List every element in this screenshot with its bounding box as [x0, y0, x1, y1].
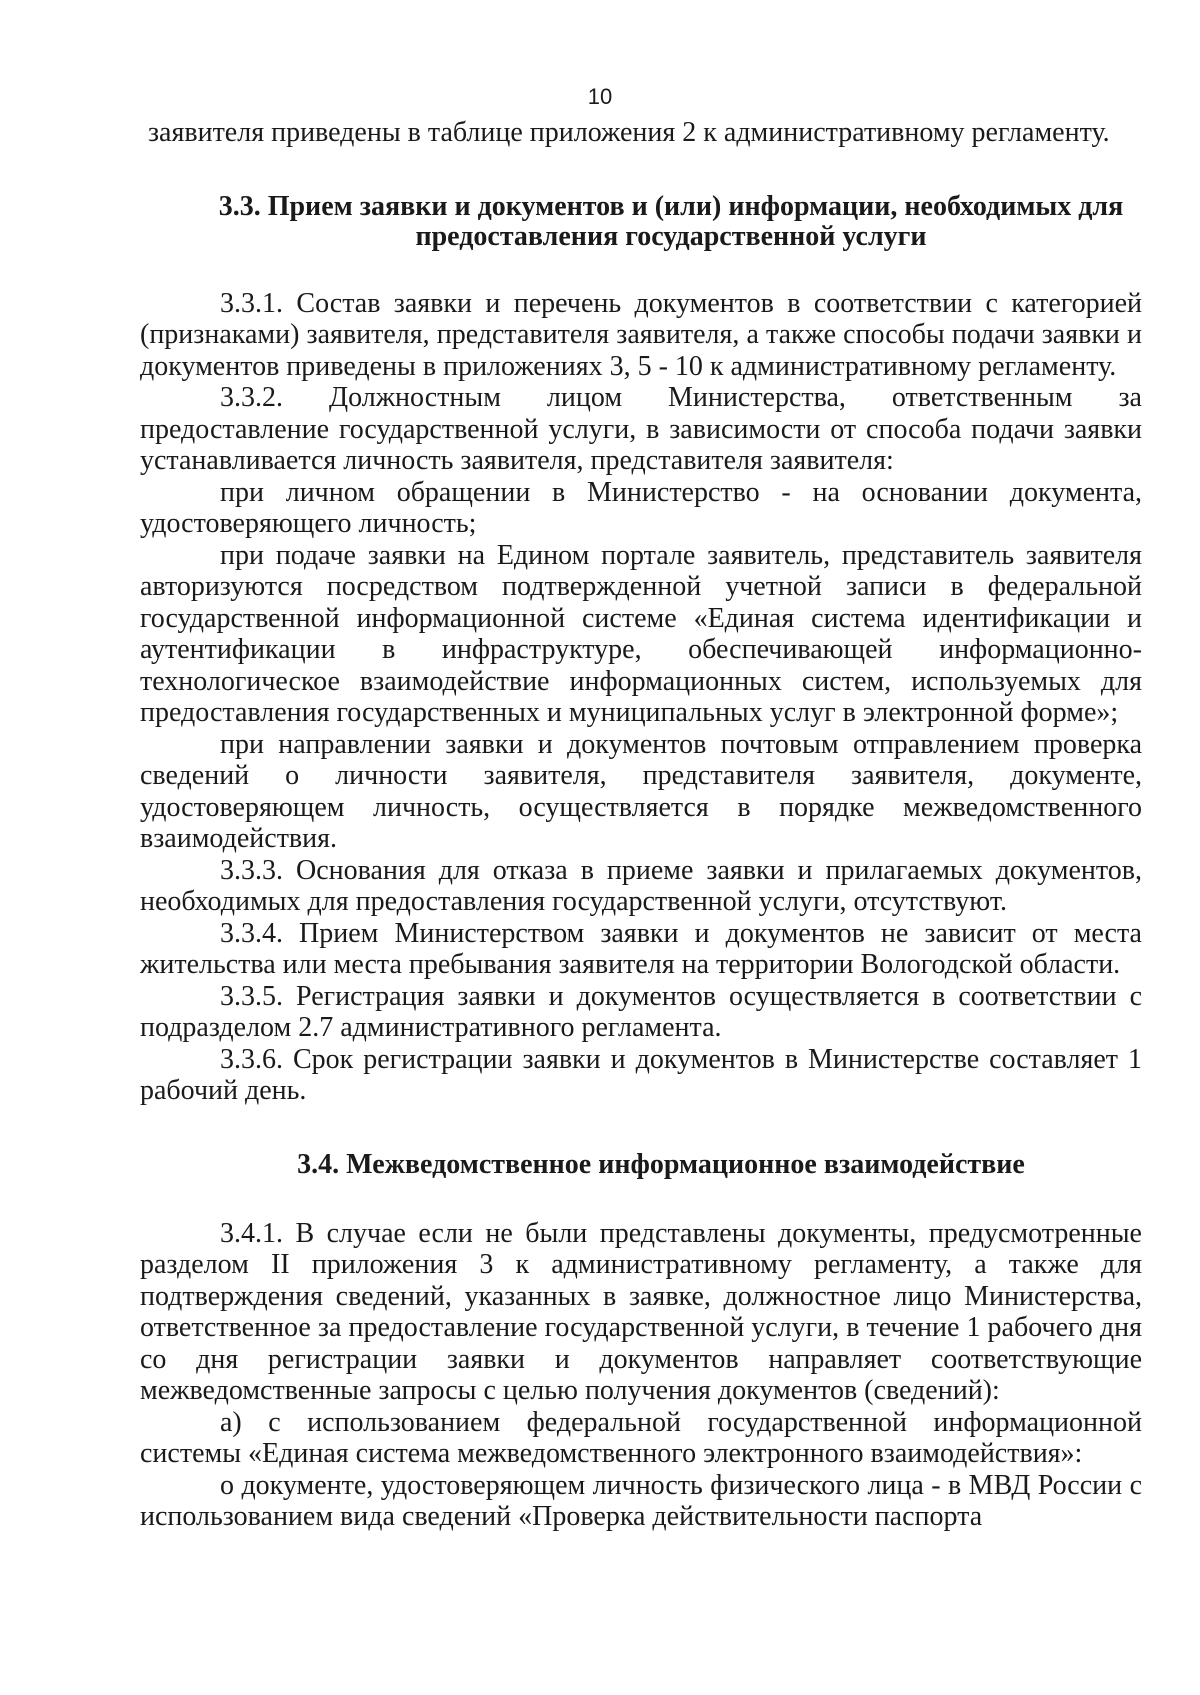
section-heading-3-3: 3.3. Прием заявки и документов и (или) информации, необходимых для предоставления государственной услуги — [218, 190, 1124, 252]
paragraph-3-3-2-portal: при подаче заявки на Едином портале заявитель, представитель заявителя авторизуются посредством подтвержденной учетной записи в федеральной государственной информационной системе «Единая система идентификации и аутентификации в инфраструктуре, обеспечивающей информационно-технологическое взаимодействие информационных систем, используемых для предоставления государственных и муниципальных услуг в электронной форме»; — [140, 539, 1142, 728]
paragraph-3-4-1: 3.4.1. В случае если не были представлены документы, предусмотренные разделом II приложения 3 к административному регламенту, а также для подтверждения сведений, указанных в заявке, должностное лицо Министерства, ответственное за предоставление государственной услуги, в течение 1 рабочего дня со дня регистрации заявки и документов направляет соответствующие межведомственные запросы с целью получения документов (сведений): — [140, 1217, 1142, 1406]
paragraph-3-3-4: 3.3.4. Прием Министерством заявки и документов не зависит от места жительства или места пребывания заявителя на территории Вологодской области. — [140, 917, 1142, 980]
section-heading-3-4: 3.4. Межведомственное информационное взаимодействие — [297, 1148, 1025, 1180]
paragraph-3-3-1: 3.3.1. Состав заявки и перечень документов в соответствии с категорией (признаками) заявителя, представителя заявителя, а также способы подачи заявки и документов приведены в приложениях 3, 5 - 10 к административному регламенту. — [140, 287, 1142, 382]
paragraph-3-3-2: 3.3.2. Должностным лицом Министерства, ответственным за предоставление государственной услуги, в зависимости от способа подачи заявки устанавливается личность заявителя, представителя заявителя: — [140, 382, 1142, 476]
paragraph-3-3-3: 3.3.3. Основания для отказа в приеме заявки и прилагаемых документов, необходимых для предоставления государственной услуги, отсутствуют. — [140, 854, 1142, 917]
page-number: 10 — [587, 84, 613, 109]
paragraph-3-3-2-mail: при направлении заявки и документов почтовым отправлением проверка сведений о личности заявителя, представителя заявителя, документе, удостоверяющем личность, осуществляется в порядке межведомственного взаимодействия. — [140, 728, 1142, 854]
document-body — [140, 117, 1142, 1533]
paragraph-3-4-1-a: а) с использованием федеральной государственной информационной системы «Единая система межведомственного электронного взаимодействия»: — [140, 1406, 1142, 1469]
paragraph-3-4-1-identity: о документе, удостоверяющем личность физического лица - в МВД России с использованием вида сведений «Проверка действительности паспорта — [140, 1469, 1142, 1532]
paragraph-3-3-5: 3.3.5. Регистрация заявки и документов осуществляется в соответствии с подразделом 2.7 административного регламента. — [140, 980, 1142, 1043]
paragraph-continuation: заявителя приведены в таблице приложения 2 к административному регламенту. — [148, 117, 1110, 148]
paragraph-3-3-2-personal: при личном обращении в Министерство - на основании документа, удостоверяющего личность; — [140, 476, 1142, 539]
paragraph-3-3-6: 3.3.6. Срок регистрации заявки и документов в Министерстве составляет 1 рабочий день. — [140, 1043, 1142, 1106]
